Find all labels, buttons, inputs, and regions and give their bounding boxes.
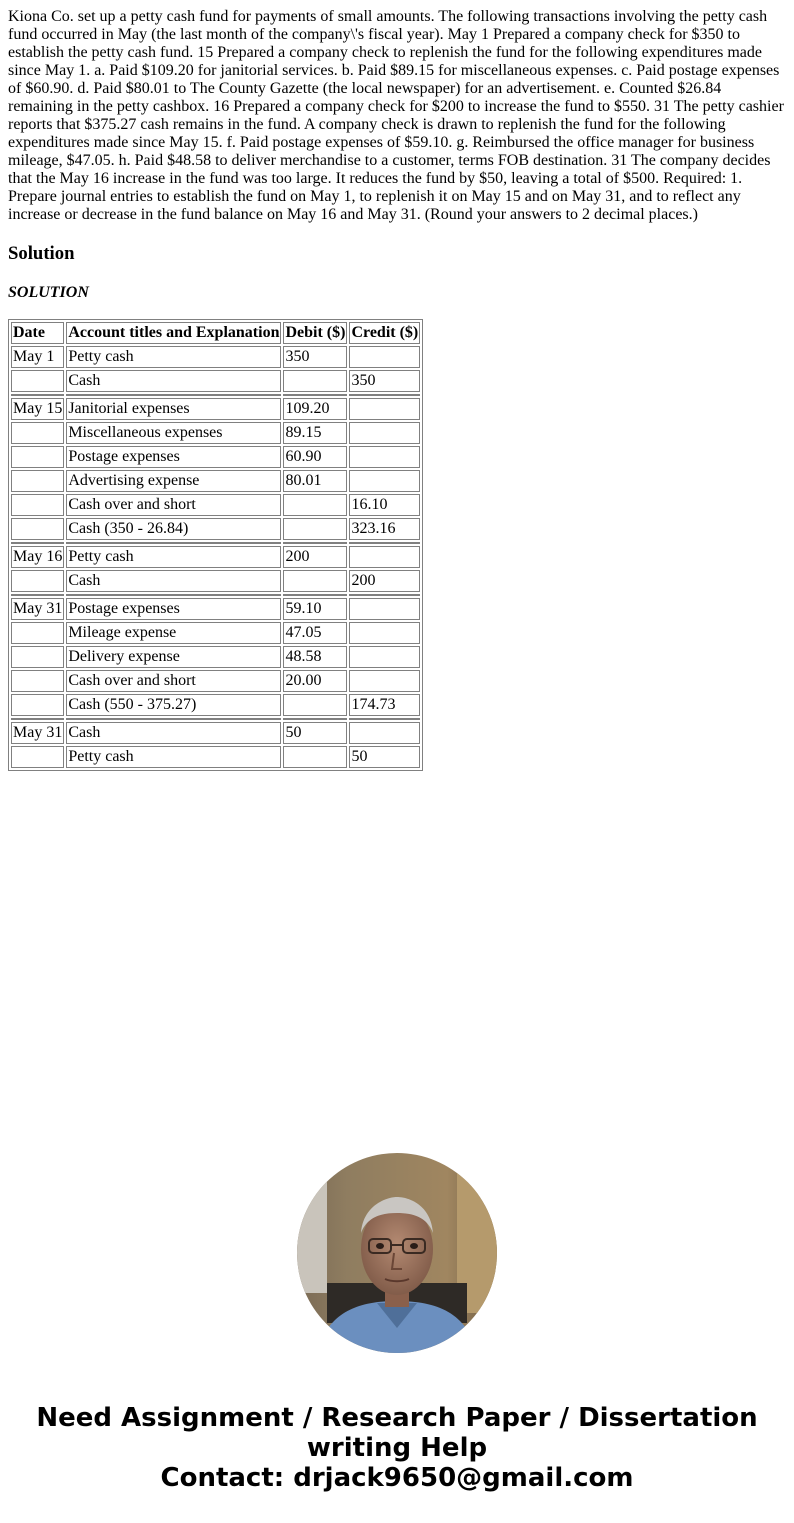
table-row <box>11 370 420 392</box>
table-row <box>11 722 420 744</box>
promo-line-1: Need Assignment / Research Paper / Dissertation <box>36 1403 758 1433</box>
cell-credit <box>349 722 420 744</box>
table-row <box>11 570 420 592</box>
cell-debit: 80.01 <box>283 470 347 492</box>
question-text: Kiona Co. set up a petty cash fund for payments of small amounts. The following transactions involving the petty cash fund occurred in May (the last month of the company\'s fiscal year). May 1 Prepared a company check for $350 to establish the petty cash fund. 15 Prepared a company check to replenish the fund for the following expenditures made since May 1. a. Paid $109.20 for janitorial services. b. Paid $89.15 for miscellaneous expenses. c. Paid postage expenses of $60.90. d. Paid $80.01 to The County Gazette (the local newspaper) for an advertisement. e. Counted $26.84 remaining in the petty cashbox. 16 Prepared a company check for $200 to increase the fund to $550. 31 The petty cashier reports that $375.27 cash remains in the fund. A company check is drawn to replenish the fund for the following expenditures made since May 15. f. Paid postage expenses of $59.10. g. Reimbursed the office manager for business mileage, $47.05. h. Paid $48.58 to deliver merchandise to a customer, terms FOB destination. 31 The company decides that the May 16 increase in the fund was too large. It reduces the fund by $50, leaving a total of $500. Required: 1. Prepare journal entries to establish the fund on May 1, to replenish it on May 15 and on May 31, and to reflect any increase or decrease in the fund balance on May 16 and May 31. (Round your answers to 2 decimal places.) <box>8 8 784 223</box>
journal-entries-table <box>8 319 423 771</box>
cell-date <box>11 646 64 668</box>
entry-separator <box>11 594 420 596</box>
cell-debit: 59.10 <box>283 598 347 620</box>
separator-cell <box>11 718 64 720</box>
separator-cell <box>349 542 420 544</box>
cell-account: Postage expenses <box>66 598 281 620</box>
cell-account: Mileage expense <box>66 622 281 644</box>
tutor-avatar <box>297 1153 497 1353</box>
cell-debit: 89.15 <box>283 422 347 444</box>
cell-date <box>11 518 64 540</box>
cell-debit <box>283 570 347 592</box>
header-account: Account titles and Explanation <box>66 322 281 344</box>
table-row <box>11 546 420 568</box>
cell-credit: 16.10 <box>349 494 420 516</box>
cell-date: May 15 <box>11 398 64 420</box>
cell-account: Cash <box>66 570 281 592</box>
cell-account: Cash over and short <box>66 494 281 516</box>
separator-cell <box>283 718 347 720</box>
cell-debit: 350 <box>283 346 347 368</box>
header-credit: Credit ($) <box>349 322 420 344</box>
cell-credit <box>349 598 420 620</box>
cell-account: Miscellaneous expenses <box>66 422 281 444</box>
table-row <box>11 670 420 692</box>
cell-debit <box>283 694 347 716</box>
separator-cell <box>11 594 64 596</box>
journal-body <box>11 346 420 768</box>
table-header-row <box>11 322 420 344</box>
header-date: Date <box>11 322 64 344</box>
cell-date <box>11 494 64 516</box>
cell-account: Petty cash <box>66 746 281 768</box>
promo-banner <box>0 1403 794 1493</box>
table-row <box>11 398 420 420</box>
cell-date <box>11 570 64 592</box>
separator-cell <box>349 594 420 596</box>
separator-cell <box>11 542 64 544</box>
cell-date <box>11 446 64 468</box>
cell-date <box>11 694 64 716</box>
cell-date <box>11 746 64 768</box>
cell-date: May 31 <box>11 722 64 744</box>
cell-debit: 109.20 <box>283 398 347 420</box>
cell-account: Cash <box>66 722 281 744</box>
table-row <box>11 446 420 468</box>
cell-credit <box>349 646 420 668</box>
cell-debit: 50 <box>283 722 347 744</box>
promo-line-2: writing Help <box>306 1433 488 1463</box>
separator-cell <box>66 718 281 720</box>
cell-account: Postage expenses <box>66 446 281 468</box>
cell-account: Petty cash <box>66 346 281 368</box>
entry-separator <box>11 542 420 544</box>
separator-cell <box>349 718 420 720</box>
cell-account: Delivery expense <box>66 646 281 668</box>
table-row <box>11 346 420 368</box>
cell-credit: 323.16 <box>349 518 420 540</box>
table-row <box>11 694 420 716</box>
cell-account: Cash (550 - 375.27) <box>66 694 281 716</box>
cell-credit <box>349 470 420 492</box>
separator-cell <box>283 394 347 396</box>
table-row <box>11 598 420 620</box>
cell-credit <box>349 422 420 444</box>
cell-debit: 47.05 <box>283 622 347 644</box>
cell-account: Advertising expense <box>66 470 281 492</box>
cell-credit <box>349 622 420 644</box>
entry-separator <box>11 718 420 720</box>
cell-date: May 31 <box>11 598 64 620</box>
separator-cell <box>66 394 281 396</box>
cell-credit: 50 <box>349 746 420 768</box>
solution-subheading: SOLUTION <box>8 284 89 301</box>
cell-date: May 16 <box>11 546 64 568</box>
cell-credit <box>349 670 420 692</box>
separator-cell <box>11 394 64 396</box>
cell-account: Cash <box>66 370 281 392</box>
cell-credit <box>349 346 420 368</box>
promo-contact: Contact: drjack9650@gmail.com <box>160 1463 634 1493</box>
cell-account: Cash (350 - 26.84) <box>66 518 281 540</box>
solution-heading: Solution <box>8 243 75 264</box>
cell-debit: 200 <box>283 546 347 568</box>
table-row <box>11 422 420 444</box>
separator-cell <box>66 594 281 596</box>
cell-date: May 1 <box>11 346 64 368</box>
document-body <box>8 8 786 771</box>
separator-cell <box>283 542 347 544</box>
cell-debit: 48.58 <box>283 646 347 668</box>
cell-credit: 174.73 <box>349 694 420 716</box>
separator-cell <box>66 542 281 544</box>
cell-debit: 20.00 <box>283 670 347 692</box>
cell-date <box>11 422 64 444</box>
entry-separator <box>11 394 420 396</box>
cell-date <box>11 670 64 692</box>
header-debit: Debit ($) <box>283 322 347 344</box>
cell-credit <box>349 398 420 420</box>
cell-credit: 200 <box>349 570 420 592</box>
cell-account: Petty cash <box>66 546 281 568</box>
table-row <box>11 746 420 768</box>
cell-date <box>11 370 64 392</box>
table-row <box>11 646 420 668</box>
cell-account: Janitorial expenses <box>66 398 281 420</box>
cell-debit: 60.90 <box>283 446 347 468</box>
cell-account: Cash over and short <box>66 670 281 692</box>
cell-credit: 350 <box>349 370 420 392</box>
table-row <box>11 470 420 492</box>
cell-debit <box>283 746 347 768</box>
table-row <box>11 494 420 516</box>
cell-debit <box>283 518 347 540</box>
cell-date <box>11 470 64 492</box>
separator-cell <box>349 394 420 396</box>
avatar-photo-icon <box>297 1153 497 1353</box>
cell-debit <box>283 494 347 516</box>
table-row <box>11 518 420 540</box>
table-row <box>11 622 420 644</box>
cell-debit <box>283 370 347 392</box>
cell-credit <box>349 446 420 468</box>
cell-date <box>11 622 64 644</box>
cell-credit <box>349 546 420 568</box>
separator-cell <box>283 594 347 596</box>
